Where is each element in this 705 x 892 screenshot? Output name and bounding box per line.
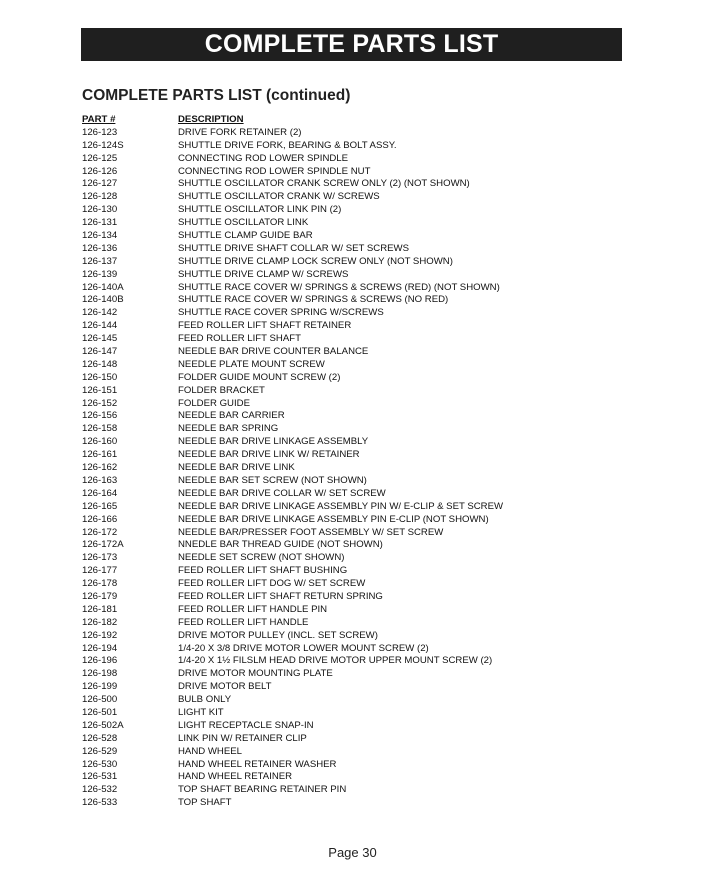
description-cell: CONNECTING ROD LOWER SPINDLE NUT	[178, 165, 371, 177]
part-number-cell: 126-181	[82, 603, 118, 615]
page-number: Page 30	[328, 845, 377, 860]
table-row	[82, 578, 562, 591]
description-cell: FOLDER GUIDE	[178, 397, 250, 409]
table-row	[82, 655, 562, 668]
description-cell: NEEDLE SET SCREW (NOT SHOWN)	[178, 552, 345, 564]
table-row	[82, 681, 562, 694]
part-number-cell: 126-182	[82, 616, 118, 628]
description-cell: NEEDLE BAR CARRIER	[178, 410, 285, 422]
table-row	[82, 282, 562, 295]
part-number-cell: 126-145	[82, 333, 118, 345]
part-number-cell: 126-532	[82, 784, 118, 796]
part-number-cell: 126-502A	[82, 719, 124, 731]
description-cell: DRIVE MOTOR PULLEY (INCL. SET SCREW)	[178, 629, 378, 641]
table-row	[82, 475, 562, 488]
part-number-cell: 126-161	[82, 449, 118, 461]
description-cell: FOLDER GUIDE MOUNT SCREW (2)	[178, 371, 341, 383]
description-cell: SHUTTLE RACE COVER W/ SPRINGS & SCREWS (RED) (NOT SHOWN)	[178, 281, 500, 293]
description-cell: LINK PIN W/ RETAINER CLIP	[178, 732, 307, 744]
table-row	[82, 771, 562, 784]
description-cell: LIGHT RECEPTACLE SNAP-IN	[178, 719, 314, 731]
table-row	[82, 153, 562, 166]
description-header: DESCRIPTION	[178, 114, 244, 125]
part-number-cell: 126-147	[82, 346, 118, 358]
table-row	[82, 527, 562, 540]
description-cell: NEEDLE BAR DRIVE LINK W/ RETAINER	[178, 449, 360, 461]
table-row	[82, 797, 562, 810]
part-number-cell: 126-164	[82, 487, 118, 499]
part-number-cell: 126-500	[82, 694, 118, 706]
description-cell: SHUTTLE CLAMP GUIDE BAR	[178, 230, 313, 242]
description-cell: NEEDLE BAR DRIVE LINK	[178, 462, 295, 474]
table-row	[82, 307, 562, 320]
description-cell: NEEDLE PLATE MOUNT SCREW	[178, 358, 325, 370]
part-number-cell: 126-199	[82, 681, 118, 693]
description-cell: LIGHT KIT	[178, 706, 224, 718]
part-number-cell: 126-166	[82, 513, 118, 525]
table-row	[82, 694, 562, 707]
table-row	[82, 346, 562, 359]
description-cell: NEEDLE BAR DRIVE LINKAGE ASSEMBLY	[178, 436, 369, 448]
part-number-cell: 126-158	[82, 423, 118, 435]
table-row	[82, 539, 562, 552]
part-number-cell: 126-130	[82, 204, 118, 216]
table-row	[82, 256, 562, 269]
description-cell: DRIVE MOTOR MOUNTING PLATE	[178, 668, 333, 680]
table-row	[82, 707, 562, 720]
part-number-cell: 126-125	[82, 152, 118, 164]
description-cell: NEEDLE BAR SET SCREW (NOT SHOWN)	[178, 474, 367, 486]
description-cell: NEEDLE BAR DRIVE LINKAGE ASSEMBLY PIN E-CLIP (NOT SHOWN)	[178, 513, 489, 525]
part-number-cell: 126-124S	[82, 139, 124, 151]
description-cell: NEEDLE BAR DRIVE LINKAGE ASSEMBLY PIN W/ E-CLIP & SET SCREW	[178, 500, 504, 512]
table-row	[82, 462, 562, 475]
part-number-cell: 126-179	[82, 590, 118, 602]
description-cell: SHUTTLE OSCILLATOR CRANK SCREW ONLY (2) (NOT SHOWN)	[178, 178, 470, 190]
part-number-cell: 126-529	[82, 745, 118, 757]
table-row	[82, 604, 562, 617]
part-number-cell: 126-139	[82, 268, 118, 280]
description-cell: FEED ROLLER LIFT SHAFT RETURN SPRING	[178, 590, 383, 602]
part-number-cell: 126-152	[82, 397, 118, 409]
description-cell: SHUTTLE RACE COVER SPRING W/SCREWS	[178, 307, 384, 319]
table-row	[82, 191, 562, 204]
part-number-cell: 126-142	[82, 307, 118, 319]
section-heading: COMPLETE PARTS LIST (continued)	[82, 87, 351, 104]
description-cell: DRIVE FORK RETAINER (2)	[178, 126, 302, 138]
description-cell: FOLDER BRACKET	[178, 384, 265, 396]
table-row	[82, 630, 562, 643]
table-row	[82, 398, 562, 411]
page-title: COMPLETE PARTS LIST	[81, 28, 622, 61]
table-row	[82, 178, 562, 191]
part-number-cell: 126-192	[82, 629, 118, 641]
description-cell: TOP SHAFT	[178, 797, 232, 809]
part-number-cell: 126-123	[82, 126, 118, 138]
part-number-cell: 126-533	[82, 797, 118, 809]
table-row	[82, 230, 562, 243]
table-row	[82, 436, 562, 449]
part-number-cell: 126-163	[82, 474, 118, 486]
table-row	[82, 784, 562, 797]
part-number-cell: 126-172	[82, 526, 118, 538]
part-number-cell: 126-530	[82, 758, 118, 770]
table-row	[82, 617, 562, 630]
table-row	[82, 140, 562, 153]
table-row	[82, 514, 562, 527]
description-cell: SHUTTLE DRIVE CLAMP LOCK SCREW ONLY (NOT SHOWN)	[178, 255, 453, 267]
part-number-cell: 126-162	[82, 462, 118, 474]
table-row	[82, 501, 562, 514]
part-number-cell: 126-126	[82, 165, 118, 177]
table-row	[82, 565, 562, 578]
description-cell: 1/4-20 X 1½ FILSLM HEAD DRIVE MOTOR UPPER MOUNT SCREW (2)	[178, 655, 493, 667]
table-row	[82, 668, 562, 681]
part-number-cell: 126-177	[82, 565, 118, 577]
part-number-cell: 126-194	[82, 642, 118, 654]
parts-table	[82, 114, 562, 810]
table-row	[82, 488, 562, 501]
table-row	[82, 217, 562, 230]
part-number-cell: 126-501	[82, 706, 118, 718]
part-number-header: PART #	[82, 114, 116, 125]
description-cell: NEEDLE BAR SPRING	[178, 423, 279, 435]
table-row	[82, 320, 562, 333]
description-cell: SHUTTLE OSCILLATOR LINK PIN (2)	[178, 204, 342, 216]
description-cell: FEED ROLLER LIFT DOG W/ SET SCREW	[178, 578, 366, 590]
part-number-cell: 126-140A	[82, 281, 124, 293]
description-cell: HAND WHEEL RETAINER	[178, 771, 293, 783]
table-header-row	[82, 114, 562, 127]
part-number-cell: 126-172A	[82, 539, 124, 551]
description-cell: FEED ROLLER LIFT SHAFT	[178, 333, 301, 345]
part-number-cell: 126-528	[82, 732, 118, 744]
table-row	[82, 385, 562, 398]
part-number-cell: 126-173	[82, 552, 118, 564]
description-cell: SHUTTLE DRIVE SHAFT COLLAR W/ SET SCREWS	[178, 242, 409, 254]
table-row	[82, 449, 562, 462]
description-cell: SHUTTLE OSCILLATOR CRANK W/ SCREWS	[178, 191, 380, 203]
description-cell: BULB ONLY	[178, 694, 232, 706]
table-row	[82, 720, 562, 733]
part-number-cell: 126-137	[82, 255, 118, 267]
part-number-cell: 126-144	[82, 320, 118, 332]
part-number-cell: 126-196	[82, 655, 118, 667]
part-number-cell: 126-160	[82, 436, 118, 448]
table-row	[82, 166, 562, 179]
table-row	[82, 591, 562, 604]
table-row	[82, 643, 562, 656]
part-number-cell: 126-148	[82, 358, 118, 370]
description-cell: TOP SHAFT BEARING RETAINER PIN	[178, 784, 347, 796]
description-cell: NEEDLE BAR DRIVE COUNTER BALANCE	[178, 346, 369, 358]
description-cell: HAND WHEEL	[178, 745, 242, 757]
table-body	[82, 127, 562, 810]
part-number-cell: 126-150	[82, 371, 118, 383]
description-cell: NEEDLE BAR DRIVE COLLAR W/ SET SCREW	[178, 487, 386, 499]
description-cell: SHUTTLE OSCILLATOR LINK	[178, 217, 309, 229]
part-number-cell: 126-131	[82, 217, 118, 229]
description-cell: NNEDLE BAR THREAD GUIDE (NOT SHOWN)	[178, 539, 383, 551]
table-row	[82, 759, 562, 772]
table-row	[82, 733, 562, 746]
part-number-cell: 126-198	[82, 668, 118, 680]
table-row	[82, 204, 562, 217]
part-number-cell: 126-140B	[82, 294, 124, 306]
part-number-cell: 126-165	[82, 500, 118, 512]
table-row	[82, 243, 562, 256]
table-row	[82, 359, 562, 372]
part-number-cell: 126-156	[82, 410, 118, 422]
table-row	[82, 746, 562, 759]
description-cell: FEED ROLLER LIFT SHAFT BUSHING	[178, 565, 348, 577]
description-cell: HAND WHEEL RETAINER WASHER	[178, 758, 337, 770]
table-row	[82, 423, 562, 436]
description-cell: FEED ROLLER LIFT HANDLE PIN	[178, 603, 328, 615]
description-cell: 1/4-20 X 3/8 DRIVE MOTOR LOWER MOUNT SCREW (2)	[178, 642, 429, 654]
description-cell: SHUTTLE DRIVE CLAMP W/ SCREWS	[178, 268, 349, 280]
description-cell: NEEDLE BAR/PRESSER FOOT ASSEMBLY W/ SET SCREW	[178, 526, 444, 538]
part-number-cell: 126-134	[82, 230, 118, 242]
description-cell: SHUTTLE RACE COVER W/ SPRINGS & SCREWS (NO RED)	[178, 294, 449, 306]
description-cell: CONNECTING ROD LOWER SPINDLE	[178, 152, 349, 164]
part-number-cell: 126-151	[82, 384, 118, 396]
table-row	[82, 294, 562, 307]
table-row	[82, 269, 562, 282]
table-row	[82, 127, 562, 140]
description-cell: DRIVE MOTOR BELT	[178, 681, 272, 693]
table-row	[82, 410, 562, 423]
table-row	[82, 333, 562, 346]
description-cell: SHUTTLE DRIVE FORK, BEARING & BOLT ASSY.	[178, 139, 397, 151]
table-row	[82, 372, 562, 385]
table-row	[82, 552, 562, 565]
description-cell: FEED ROLLER LIFT HANDLE	[178, 616, 309, 628]
part-number-cell: 126-178	[82, 578, 118, 590]
description-cell: FEED ROLLER LIFT SHAFT RETAINER	[178, 320, 352, 332]
part-number-cell: 126-128	[82, 191, 118, 203]
part-number-cell: 126-127	[82, 178, 118, 190]
part-number-cell: 126-531	[82, 771, 118, 783]
part-number-cell: 126-136	[82, 242, 118, 254]
